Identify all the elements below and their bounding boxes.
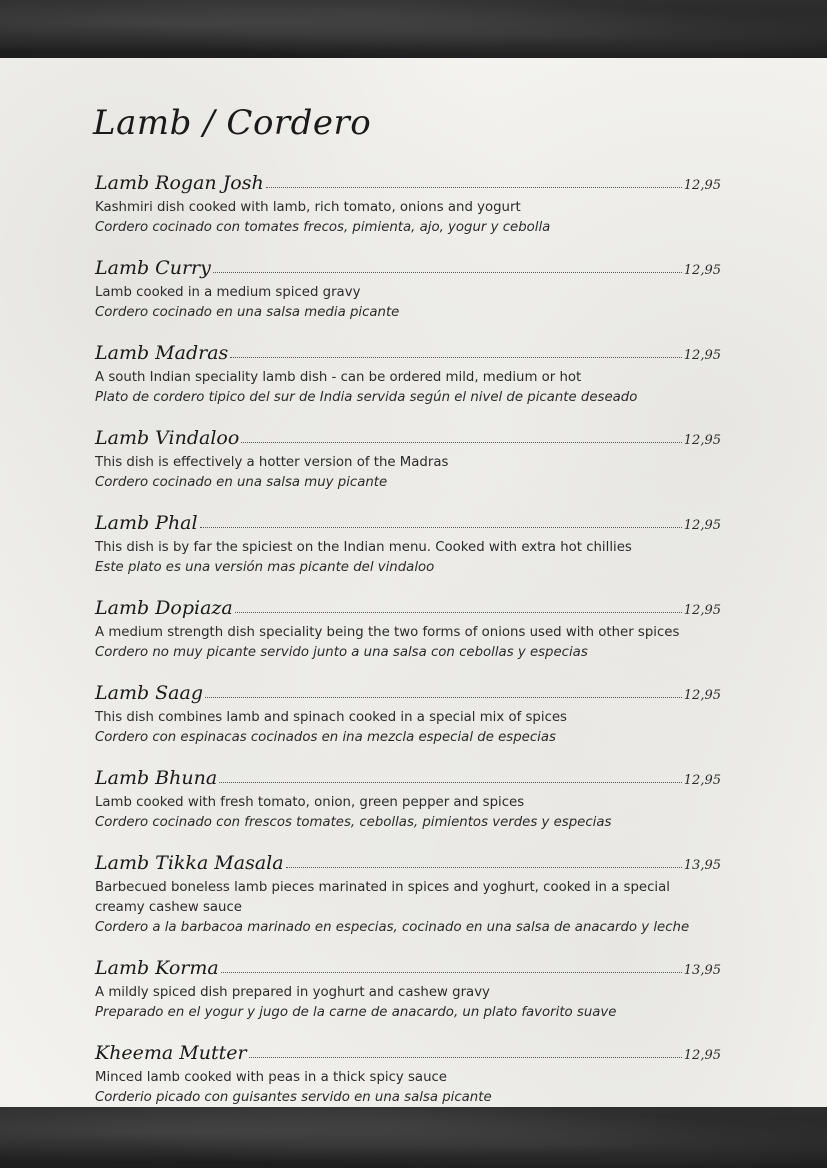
dot-leader: [221, 971, 682, 973]
dot-leader: [286, 866, 682, 868]
dish-name: Lamb Dopiaza: [95, 597, 233, 619]
dish-description: Lamb cooked with fresh tomato, onion, green pepper and spices: [95, 795, 525, 810]
menu-item-header: [95, 512, 721, 538]
menu-list: [95, 172, 721, 1127]
dish-description-spanish: Corderio picado con guisantes servido en una salsa picante: [95, 1090, 492, 1105]
menu-item: [95, 597, 721, 663]
dish-description: This dish is by far the spiciest on the Indian menu. Cooked with extra hot chillies: [95, 540, 632, 555]
dish-name: Lamb Korma: [95, 957, 219, 979]
dish-description: A mildly spiced dish prepared in yoghurt and cashew gravy: [95, 985, 490, 1000]
dish-description-spanish: Cordero no muy picante servido junto a una salsa con cebollas y especias: [95, 645, 588, 660]
dot-leader: [230, 356, 682, 358]
dish-description-spanish: Preparado en el yogur y jugo de la carne de anacardo, un plato favorito suave: [95, 1005, 617, 1020]
menu-item: [95, 172, 721, 238]
dish-description-spanish: Este plato es una versión mas picante del vindaloo: [95, 560, 435, 575]
menu-item-header: [95, 427, 721, 453]
dish-name: Lamb Bhuna: [95, 767, 218, 789]
menu-item: [95, 767, 721, 833]
dish-description-spanish: Cordero cocinado en una salsa muy picante: [95, 475, 388, 490]
menu-item: [95, 852, 721, 938]
menu-item-header: [95, 342, 721, 368]
top-stone-band: [0, 0, 827, 58]
dish-description-spanish: Plato de cordero tipico del sur de India servida según el nivel de picante deseado: [95, 390, 638, 405]
dish-description: This dish combines lamb and spinach cooked in a special mix of spices: [95, 710, 567, 725]
dish-name: Lamb Rogan Josh: [95, 172, 264, 194]
dish-price: 12,95: [683, 518, 721, 533]
menu-item: [95, 257, 721, 323]
dot-leader: [249, 1056, 682, 1058]
dish-price: 12,95: [683, 1048, 721, 1063]
dish-price: 12,95: [683, 348, 721, 363]
menu-item: [95, 957, 721, 1023]
dot-leader: [200, 526, 682, 528]
page-title: Lamb / Cordero: [93, 103, 372, 143]
dish-name: Kheema Mutter: [95, 1042, 247, 1064]
menu-item-header: [95, 767, 721, 793]
dish-price: 12,95: [683, 773, 721, 788]
dish-description: This dish is effectively a hotter version of the Madras: [95, 455, 449, 470]
dish-name: Lamb Saag: [95, 682, 203, 704]
dish-price: 13,95: [683, 858, 721, 873]
dish-description-spanish: Cordero cocinado con tomates frecos, pimienta, ajo, yogur y cebolla: [95, 220, 551, 235]
dish-price: 12,95: [683, 603, 721, 618]
dot-leader: [266, 186, 682, 188]
dot-leader: [213, 271, 682, 273]
menu-item-header: [95, 852, 721, 878]
dish-description-spanish: Cordero cocinado en una salsa media picante: [95, 305, 400, 320]
dish-name: Lamb Phal: [95, 512, 198, 534]
menu-item-header: [95, 172, 721, 198]
menu-item: [95, 512, 721, 578]
dot-leader: [241, 441, 681, 443]
menu-item: [95, 342, 721, 408]
dish-price: 12,95: [683, 263, 721, 278]
dish-description: Lamb cooked in a medium spiced gravy: [95, 285, 361, 300]
menu-item-header: [95, 257, 721, 283]
dot-leader: [235, 611, 682, 613]
menu-item: [95, 1042, 721, 1108]
dish-description: Kashmiri dish cooked with lamb, rich tomato, onions and yogurt: [95, 200, 521, 215]
menu-item-header: [95, 1042, 721, 1068]
dish-description: Barbecued boneless lamb pieces marinated in spices and yoghurt, cooked in a special creamy cashew sauce: [95, 880, 670, 915]
dish-description: A medium strength dish speciality being the two forms of onions used with other spices: [95, 625, 680, 640]
menu-item-header: [95, 597, 721, 623]
dish-name: Lamb Madras: [95, 342, 229, 364]
dish-description-spanish: Cordero a la barbacoa marinado en especias, cocinado en una salsa de anacardo y leche: [95, 920, 690, 935]
dot-leader: [219, 781, 682, 783]
dish-price: 12,95: [683, 433, 721, 448]
menu-item-header: [95, 682, 721, 708]
dish-description-spanish: Cordero cocinado con frescos tomates, cebollas, pimientos verdes y especias: [95, 815, 612, 830]
dish-price: 12,95: [683, 178, 721, 193]
dish-description-spanish: Cordero con espinacas cocinados en ina mezcla especial de especias: [95, 730, 556, 745]
dish-name: Lamb Vindaloo: [95, 427, 240, 449]
menu-item: [95, 682, 721, 748]
dish-name: Lamb Curry: [95, 257, 211, 279]
dish-name: Lamb Tikka Masala: [95, 852, 284, 874]
menu-item-header: [95, 957, 721, 983]
dish-price: 12,95: [683, 688, 721, 703]
dish-description: Minced lamb cooked with peas in a thick spicy sauce: [95, 1070, 447, 1085]
menu-item: [95, 427, 721, 493]
dish-description: A south Indian speciality lamb dish - can be ordered mild, medium or hot: [95, 370, 582, 385]
dish-price: 13,95: [683, 963, 721, 978]
dot-leader: [205, 696, 682, 698]
